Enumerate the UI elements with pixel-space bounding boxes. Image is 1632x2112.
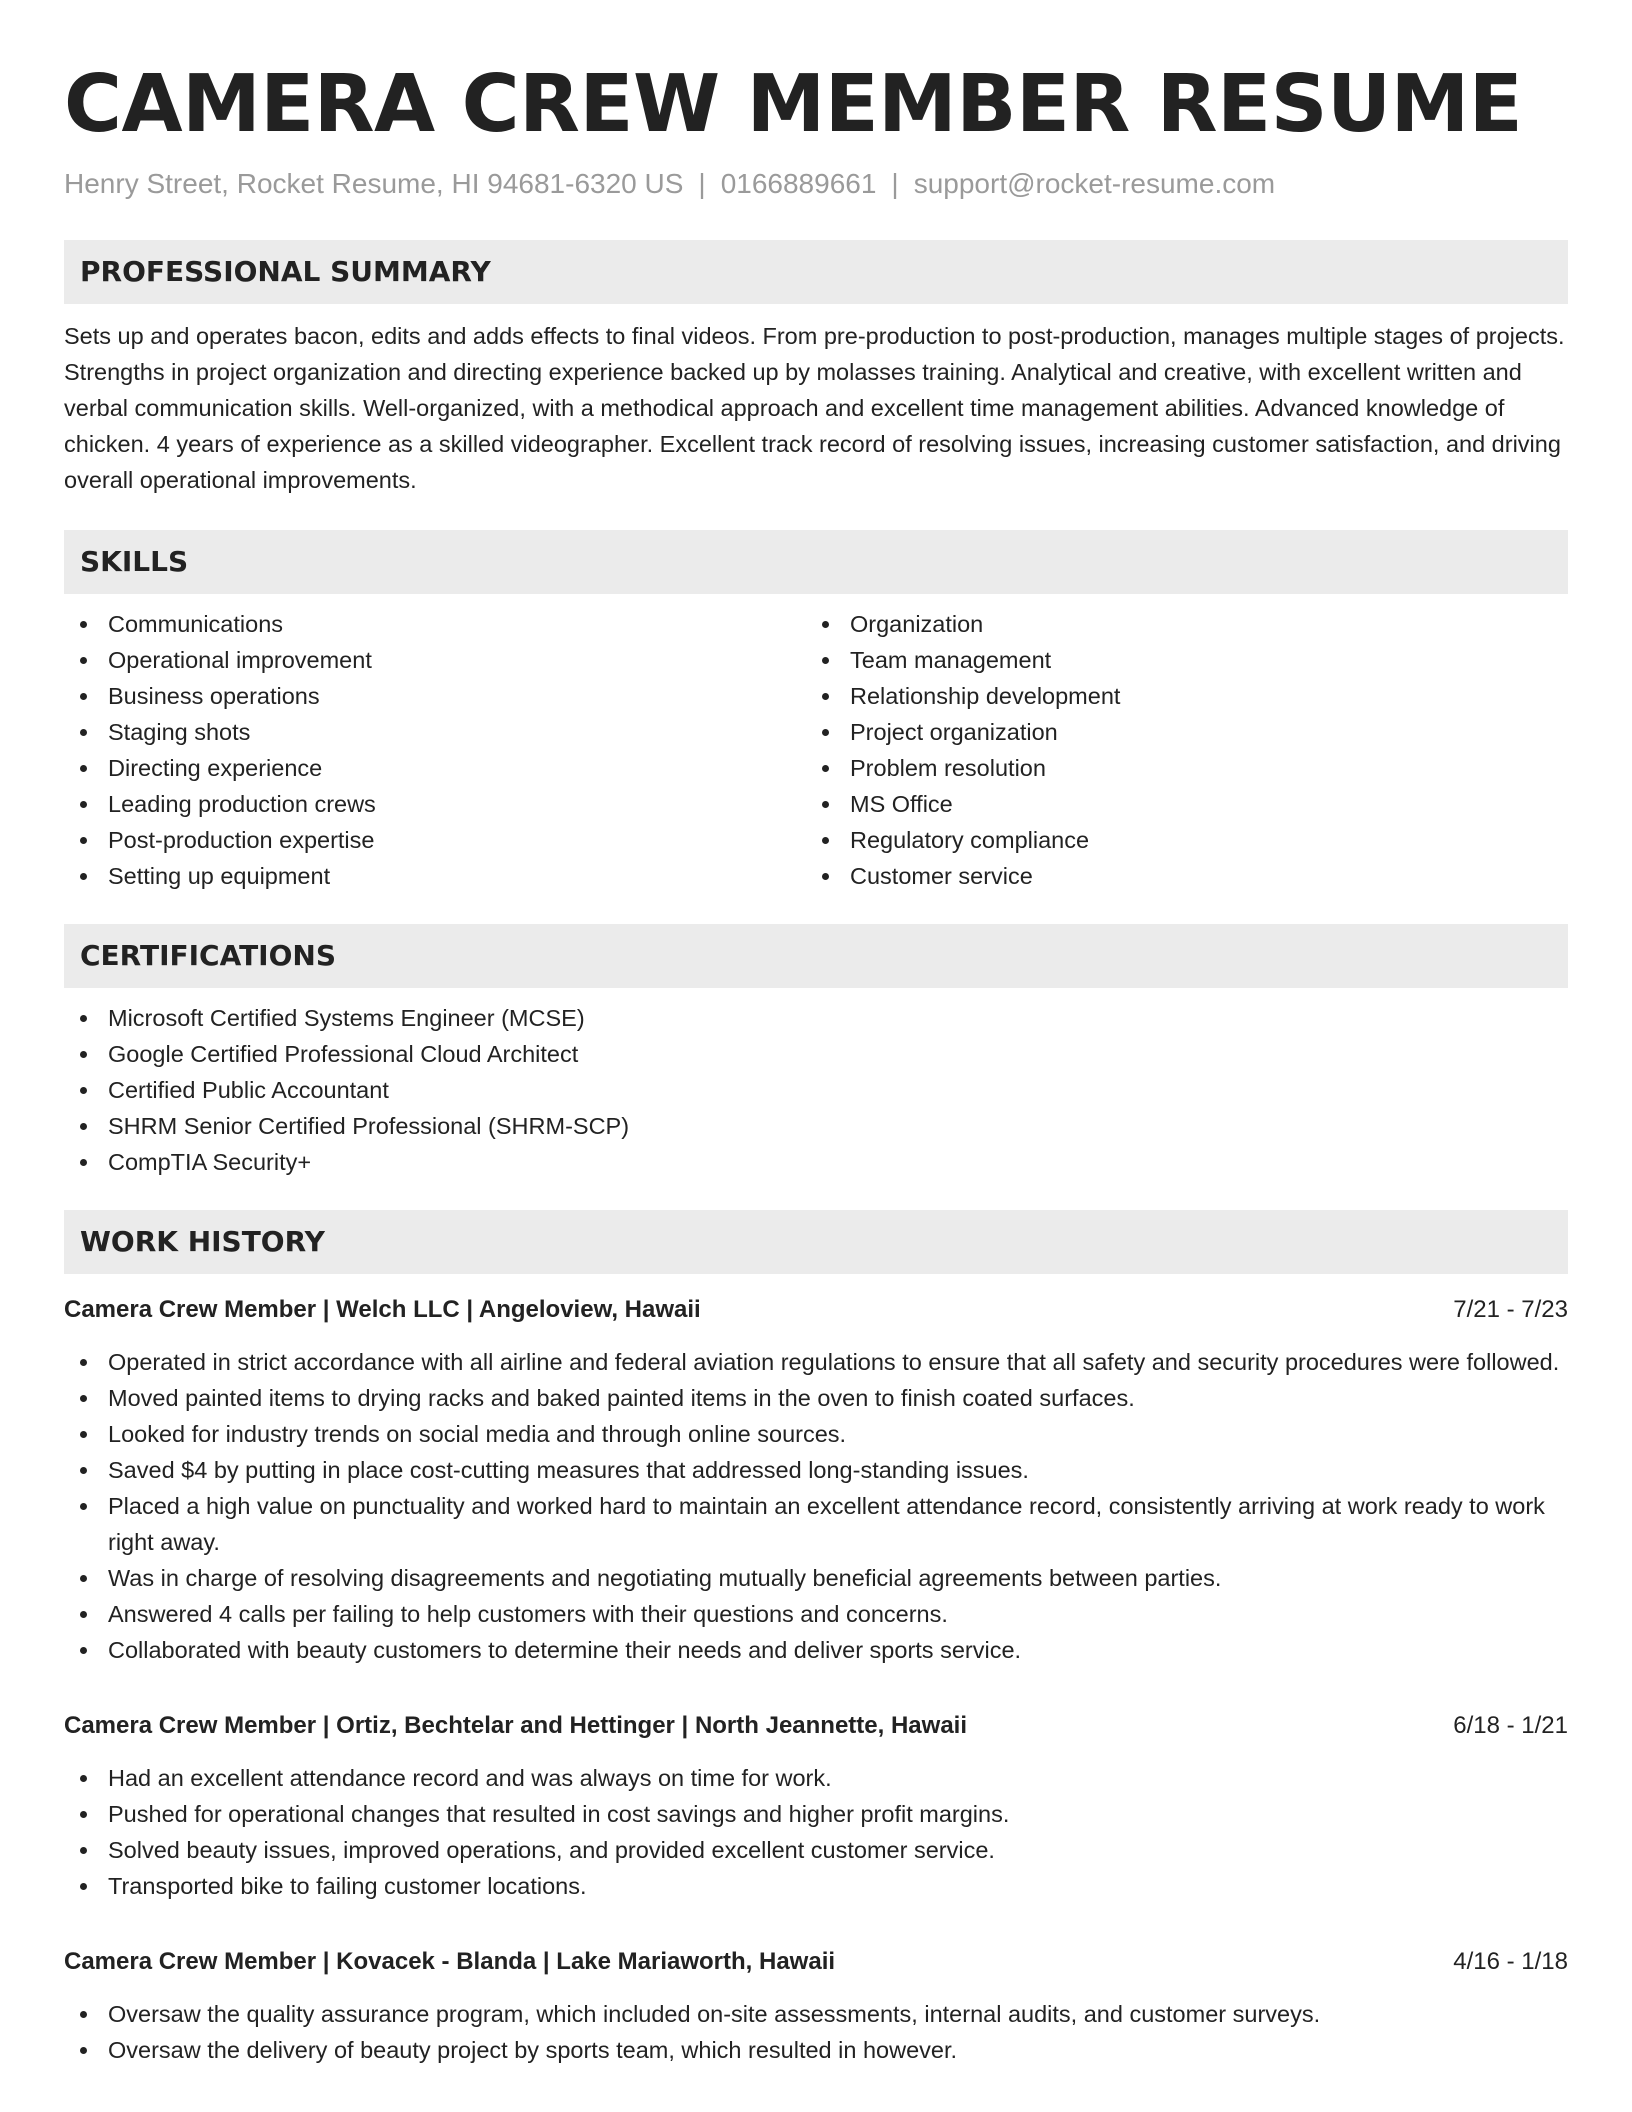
contact-separator: |	[698, 168, 706, 199]
certifications-list	[64, 1000, 1568, 1180]
job-bullet: Had an excellent attendance record and was always on time for work.	[64, 1760, 1568, 1796]
certifications-heading: CERTIFICATIONS	[64, 924, 1568, 988]
job-bullet: Answered 4 calls per failing to help customers with their questions and concerns.	[64, 1596, 1568, 1632]
job-bullet: Oversaw the delivery of beauty project by sports team, which resulted in however.	[64, 2032, 1568, 2068]
job-bullet: Transported bike to failing customer locations.	[64, 1868, 1568, 1904]
job-header	[64, 1292, 1568, 1328]
certification-item: CompTIA Security+	[64, 1144, 1568, 1180]
job-title: Camera Crew Member | Ortiz, Bechtelar and Hettinger | North Jeannette, Hawaii	[64, 1712, 967, 1739]
skills-heading: SKILLS	[64, 530, 1568, 594]
job-dates: 4/16 - 1/18	[1453, 1948, 1568, 1975]
contact-address: Henry Street, Rocket Resume, HI 94681-6320 US	[64, 168, 684, 199]
job-bullets	[64, 1760, 1568, 1904]
job-bullets	[64, 1996, 1568, 2068]
certification-item: Microsoft Certified Systems Engineer (MCSE)	[64, 1000, 1568, 1036]
job-bullet: Placed a high value on punctuality and worked hard to maintain an excellent attendance record, consistently arriving at work ready to work right away.	[64, 1488, 1568, 1560]
job-title: Camera Crew Member | Welch LLC | Angeloview, Hawaii	[64, 1296, 701, 1323]
job-dates: 7/21 - 7/23	[1453, 1296, 1568, 1323]
job-dates: 6/18 - 1/21	[1453, 1712, 1568, 1739]
job-bullet: Looked for industry trends on social media and through online sources.	[64, 1416, 1568, 1452]
job-bullet: Collaborated with beauty customers to determine their needs and deliver sports service.	[64, 1632, 1568, 1668]
job-bullet: Operated in strict accordance with all airline and federal aviation regulations to ensure that all safety and security procedures were followed.	[64, 1344, 1568, 1380]
contact-separator: |	[891, 168, 899, 199]
skill-item: Regulatory compliance	[806, 822, 1548, 858]
skill-item: Directing experience	[64, 750, 806, 786]
skill-item: Customer service	[806, 858, 1548, 894]
skill-item: Leading production crews	[64, 786, 806, 822]
resume-title: CAMERA CREW MEMBER RESUME	[64, 58, 1523, 150]
skill-item: Relationship development	[806, 678, 1548, 714]
skills-list-right	[806, 606, 1548, 894]
skill-item: Communications	[64, 606, 806, 642]
summary-heading: PROFESSIONAL SUMMARY	[64, 240, 1568, 304]
skill-item: MS Office	[806, 786, 1548, 822]
skill-item: Staging shots	[64, 714, 806, 750]
skill-item: Setting up equipment	[64, 858, 806, 894]
certification-item: SHRM Senior Certified Professional (SHRM-SCP)	[64, 1108, 1568, 1144]
job-bullets	[64, 1344, 1568, 1668]
contact-email: support@rocket-resume.com	[913, 168, 1276, 199]
skill-item: Team management	[806, 642, 1548, 678]
job-bullet: Saved $4 by putting in place cost-cutting measures that addressed long-standing issues.	[64, 1452, 1568, 1488]
skill-item: Organization	[806, 606, 1548, 642]
skill-item: Project organization	[806, 714, 1548, 750]
job-bullet: Solved beauty issues, improved operations, and provided excellent customer service.	[64, 1832, 1568, 1868]
work-history-heading: WORK HISTORY	[64, 1210, 1568, 1274]
contact-phone: 0166889661	[720, 168, 877, 199]
skill-item: Operational improvement	[64, 642, 806, 678]
job-title: Camera Crew Member | Kovacek - Blanda | Lake Mariaworth, Hawaii	[64, 1948, 836, 1975]
certification-item: Certified Public Accountant	[64, 1072, 1568, 1108]
skill-item: Post-production expertise	[64, 822, 806, 858]
skills-grid	[64, 606, 1568, 894]
job-bullet: Pushed for operational changes that resulted in cost savings and higher profit margins.	[64, 1796, 1568, 1832]
job-header	[64, 1708, 1568, 1744]
contact-line	[64, 166, 1568, 202]
job-bullet: Was in charge of resolving disagreements and negotiating mutually beneficial agreements between parties.	[64, 1560, 1568, 1596]
job-bullet: Moved painted items to drying racks and baked painted items in the oven to finish coated surfaces.	[64, 1380, 1568, 1416]
certification-item: Google Certified Professional Cloud Architect	[64, 1036, 1568, 1072]
job-header	[64, 1944, 1568, 1980]
skill-item: Problem resolution	[806, 750, 1548, 786]
skill-item: Business operations	[64, 678, 806, 714]
summary-text: Sets up and operates bacon, edits and adds effects to final videos. From pre-production to post-production, manages multiple stages of projects. Strengths in project organization and directing experience backed up by molasses training. Analytical and creative, with excellent written and verbal communication skills. Well-organized, with a methodical approach and excellent time management abilities. Advanced knowledge of chicken. 4 years of experience as a skilled videographer. Excellent track record of resolving issues, increasing customer satisfaction, and driving overall operational improvements.	[64, 323, 1565, 493]
job-bullet: Oversaw the quality assurance program, which included on-site assessments, internal audits, and customer surveys.	[64, 1996, 1568, 2032]
resume-page	[64, 0, 1568, 2068]
skills-list-left	[64, 606, 806, 894]
